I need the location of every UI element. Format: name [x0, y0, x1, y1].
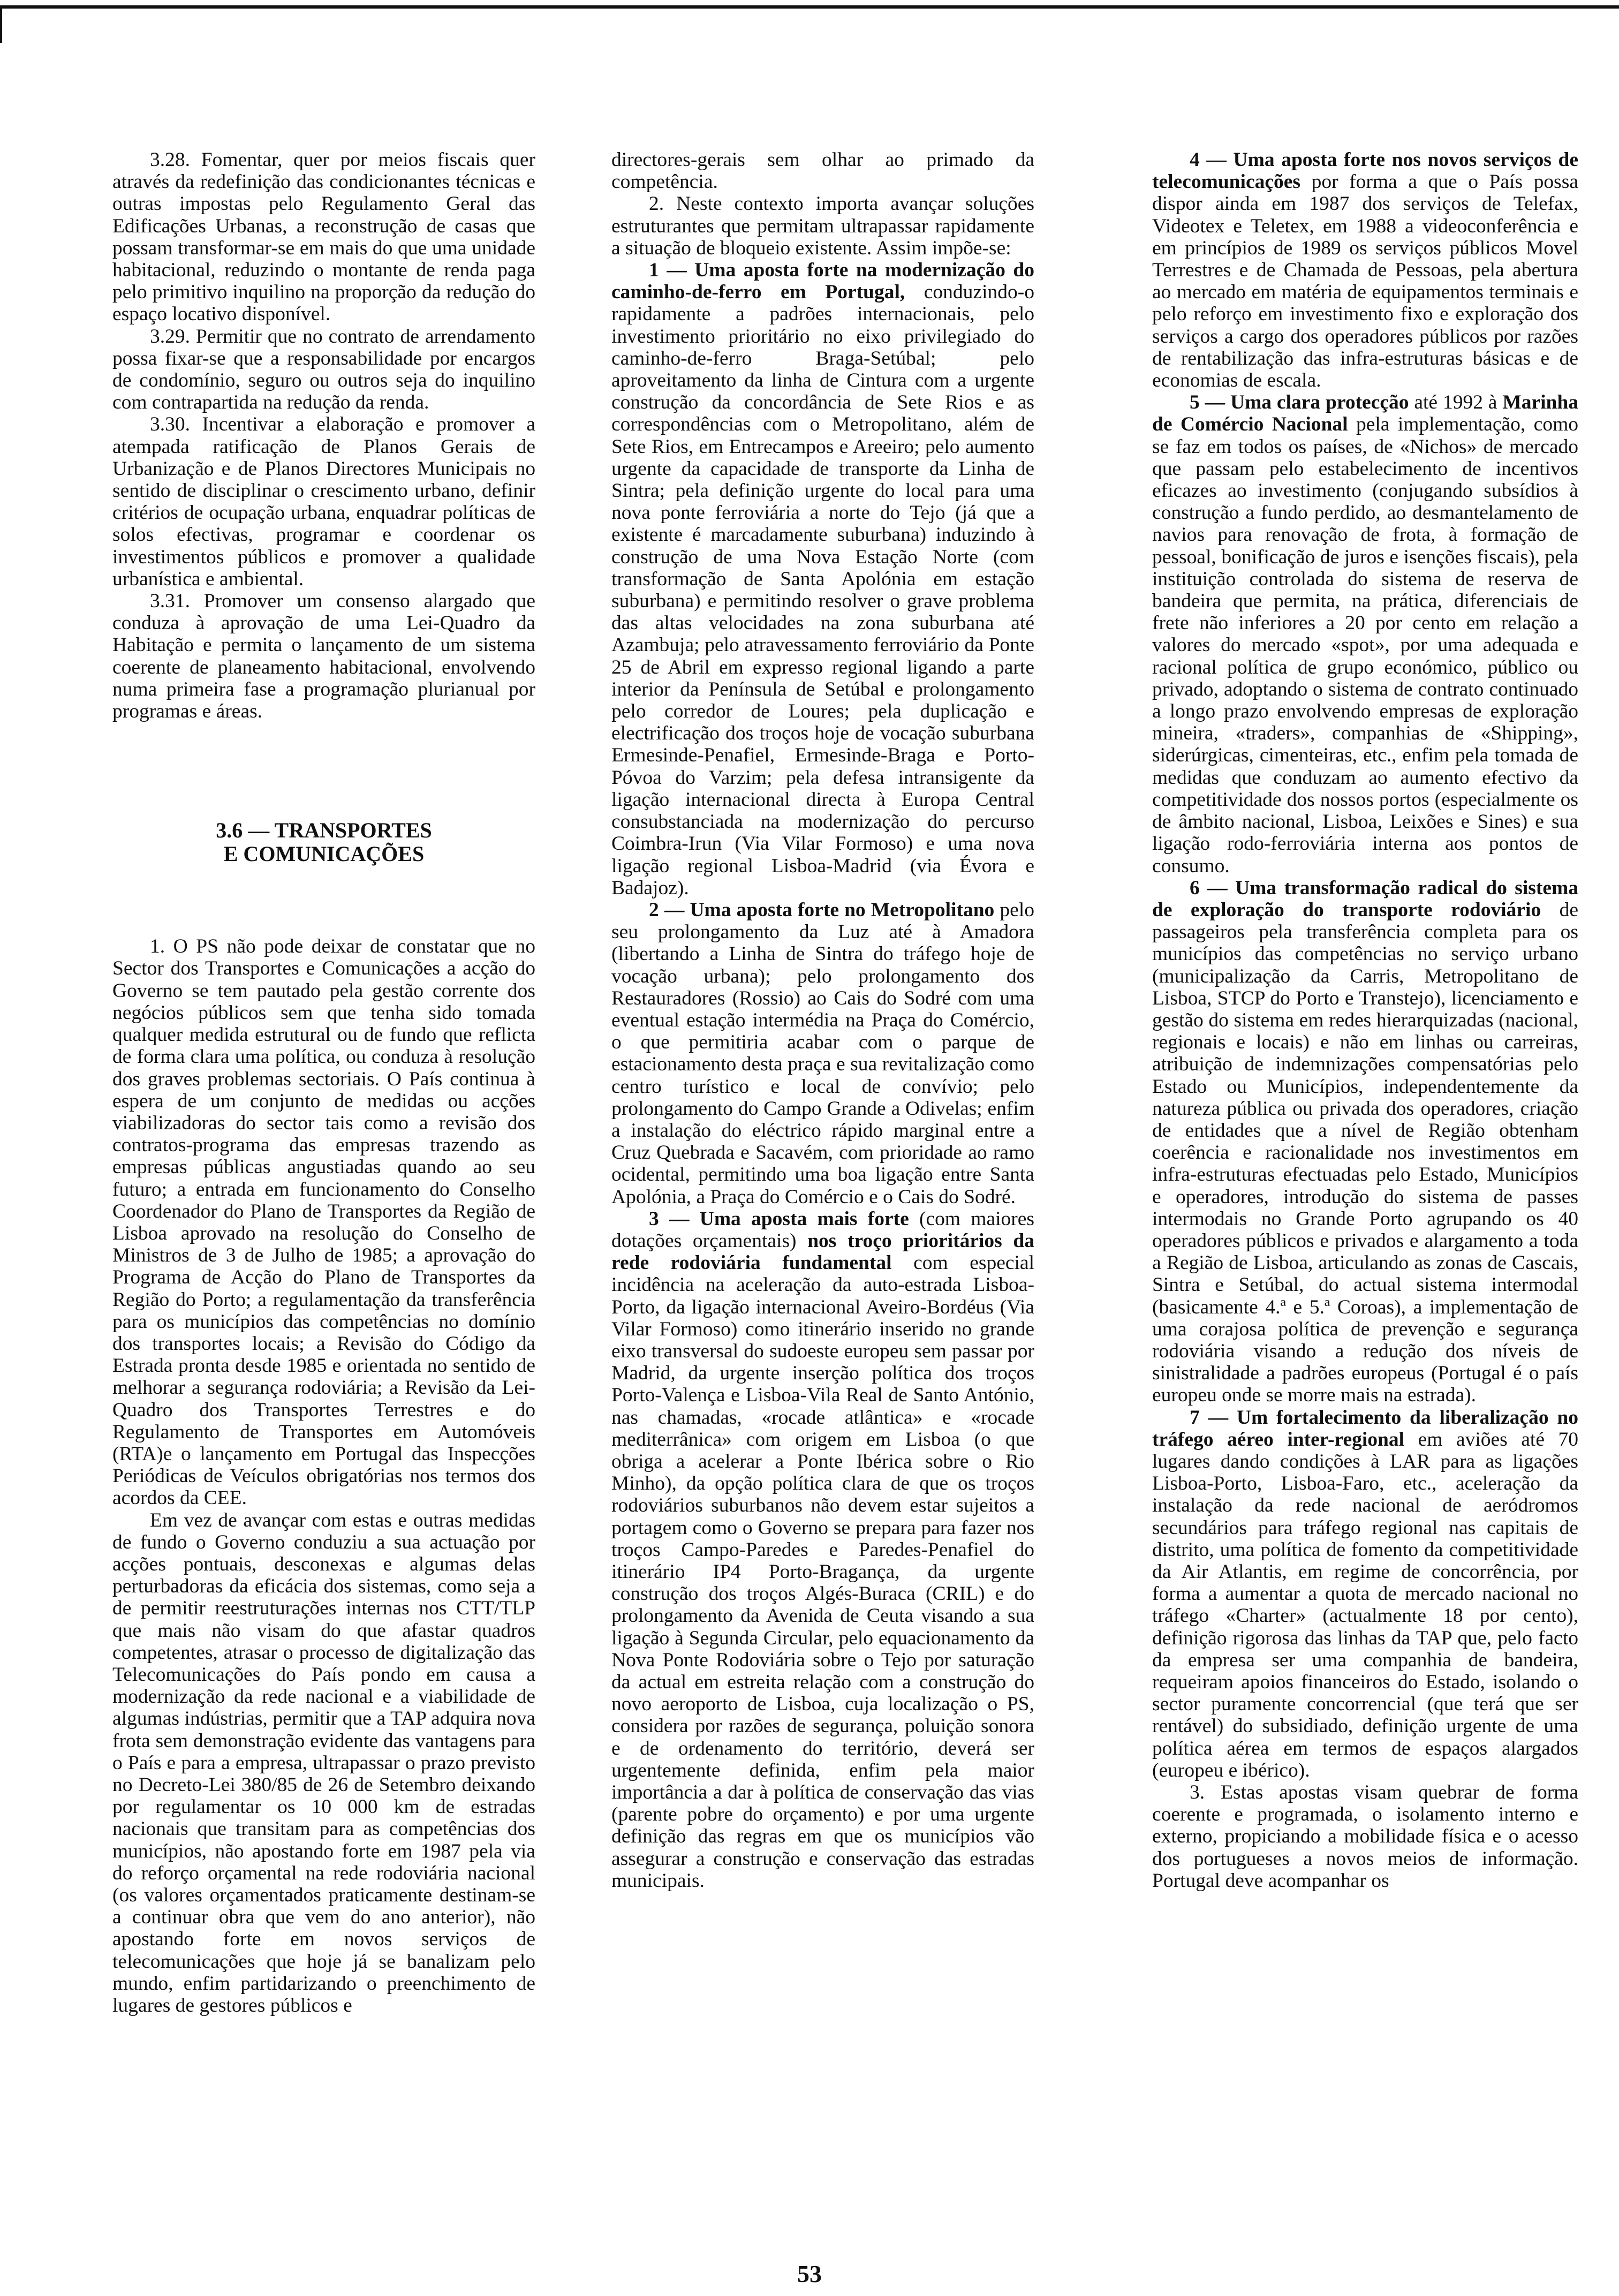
- top-border-rule: [0, 5, 1619, 9]
- item-7-air-traffic: [1152, 1407, 1578, 1781]
- item-2-metro: [611, 899, 1034, 1208]
- item-5-heading: 5 — Uma clara protecção: [1190, 391, 1409, 414]
- paragraph-2: 2. Neste contexto importa avançar soluções estruturantes que permitam ultrapassar rapidamente a situação de bloqueio existente. Assim impõe-se:: [611, 193, 1034, 259]
- item-7-heading: 7 — Um fortalecimento da liberalização no tráfego aéreo inter-regional: [1152, 1406, 1578, 1451]
- page-number: 53: [797, 2260, 822, 2287]
- section-heading: [112, 819, 535, 866]
- item-3-heading: 3 — Uma aposta mais forte: [649, 1207, 909, 1230]
- item-5-text-a: até 1992 à: [1409, 391, 1503, 414]
- item-2-heading: 2 — Uma aposta forte no Metropolitano: [649, 898, 995, 921]
- paragraph-1: 1. O PS não pode deixar de constatar que no Sector dos Transportes e Comunicações a acção do Governo se tem pautado pela gestão corrente dos negócios públicos sem que tenha sido tomada qualquer medida estrutural ou de fundo que reflicta de forma clara uma política, ou conduza à resolução dos graves problemas sectoriais. O País continua à espera de um conjunto de medidas ou acções viabilizadoras do sector tais como a revisão dos contratos-programa das empresas trazendo as empresas públicas angustiadas quando ao seu futuro; a entrada em funcionamento do Conselho Coordenador do Plano de Transportes da Região de Lisboa aprovado na resolução do Conselho de Ministros de 3 de Julho de 1985; a aprovação do Programa de Acção do Plano de Transportes da Região do Porto; a regulamentação da transferência para os municípios das competências no domínio dos transportes locais; a Revisão do Código da Estrada pronta desde 1985 e orientada no sentido de melhorar a segurança rodoviária; a Revisão da Lei-Quadro dos Transportes Terrestres e do Regulamento de Transportes em Automóveis (RTA)e o lançamento em Portugal das Inspecções Periódicas de Veículos obrigatórias nos termos dos acordos da CEE.: [112, 935, 535, 1509]
- paragraph-3-29: 3.29. Permitir que no contrato de arrendamento possa fixar-se que a responsabilidade por encargos de condomínio, seguro ou outros seja do inquilino com contrapartida na redução da renda.: [112, 325, 535, 414]
- item-1-text: conduzindo-o rapidamente a padrões internacionais, pelo investimento prioritário no eixo privilegiado do caminho-de-ferro Braga-Setúbal; pelo aproveitamento da linha de Cintura com a urgente construção da concordância de Sete Rios e as correspondências com o Metropolitano, além de Sete Rios, em Entrecampos e Areeiro; pelo aumento urgente da capacidade de transporte da Linha de Sintra; pela definição urgente do local para uma nova ponte ferroviária a norte do Tejo (já que a existente é marcadamente suburbana) induzindo à construção de uma Nova Estação Norte (com transformação de Santa Apolónia em estação suburbana) e permitindo resolver o grave problema das altas velocidades na zona suburbana até Azambuja; pelo atravessamento ferroviário da Ponte 25 de Abril em expresso regional ligando a parte interior da Península de Setúbal e prolongamento pelo corredor de Loures; pela duplicação e electrificação dos troços hoje de vocação suburbana Ermesinde-Penafiel, Ermesinde-Braga e Porto-Póvoa do Varzim; pela defesa intransigente da ligação internacional directa à Europa Central consubstanciada na modernização do percurso Coimbra-Irun (Via Vilar Formoso) e uma nova ligação regional Lisboa-Madrid (via Évora e Badajoz).: [611, 281, 1034, 899]
- item-5-text-b: pela implementação, como se faz em todos os países, de «Nichos» de mercado que passam pelo estabelecimento de incentivos eficazes ao investimento (conjugando subsídios à construção a fundo perdido, ao desmantelamento de navios para renovação de frota, à formação de pessoal, bonificação de juros e isenções fiscais), pela instituição controlada do sistema de reserva de bandeira que permita, na prática, diferenciais de frete não inferiores a 20 por cento em relação a valores do mercado «spot», por uma adequada e racional política de grupo económico, público ou privado, adoptando o sistema de contrato continuado a longo prazo envolvendo empresas de exploração mineira, «traders», companhias de «Shipping», siderúrgicas, cimenteiras, etc., enfim pela tomada de medidas que conduzam ao aumento efectivo da competitividade dos nossos portos (especialmente os de âmbito nacional, Lisboa, Leixões e Sines) e sua ligação rodo-ferroviária interna aos pontos de consumo.: [1152, 413, 1578, 877]
- item-5-heading-b: Marinha de Comércio Nacional: [1152, 391, 1578, 436]
- item-6-heading: 6 — Uma transformação radical do sistema de exploração do transporte rodoviário: [1152, 877, 1578, 921]
- item-3-text-b: com especial incidência na aceleração da auto-estrada Lisboa-Porto, da ligação internacional Aveiro-Bordéus (Via Vilar Formoso) como itinerário inserido no grande eixo transversal do sudoeste europeu sem passar por Madrid, da urgente inserção política dos troços Porto-Valença e Lisboa-Vila Real de Santo António, nas chamadas, «rocade atlântica» e «rocade mediterrânica» com origem em Lisboa (o que obriga a acelerar a Ponte Ibérica sobre o Rio Minho), da opção política clara de que os troços rodoviários suburbanos não devem estar sujeitos a portagem como o Governo se prepara para fazer nos troços Campo-Paredes e Paredes-Penafiel do itinerário IP4 Porto-Bragança, da urgente construção dos troços Algés-Buraca (CRIL) e do prolongamento da Avenida de Ceuta visando a sua ligação à Segunda Circular, pelo equacionamento da Nova Ponte Rodoviária sobre o Tejo por saturação da actual em estreita relação com a construção do novo aeroporto de Lisboa, cuja localização o PS, considera por razões de segurança, poluição sonora e de ordenamento do território, deverá ser urgentemente definida, enfim pela maior importância a dar à política de conservação das vias (parente pobre do orçamento) e por uma urgente definição das regras em que os municípios vão assegurar a construção e conservação das estradas municipais.: [611, 1252, 1034, 1892]
- item-6-road-transport: [1152, 877, 1578, 1407]
- item-6-text: de passageiros pela transferência completa para os municípios das competências no serviço urbano (municipalização da Carris, Metropolitano de Lisboa, STCP do Porto e Transtejo), licenciamento e gestão do sistema em redes hierarquizadas (nacional, regionais e locais) e não em linhas ou carreiras, atribuição de indemnizações compensatórias pelo Estado ou Municípios, independentemente da natureza pública ou privada dos operadores, criação de entidades que a nível de Região obtenham coerência e racionalidade nos investimentos em infra-estruturas efectuadas pelo Estado, Municípios e operadores, introdução do sistema de passes intermodais no Grande Porto agrupando os 40 operadores públicos e privados e alargamento a toda a Região de Lisboa, articulando as zonas de Cascais, Sintra e Setúbal, do actual sistema intermodal (basicamente 4.ª e 5.ª Coroas), a implementação de uma corajosa política de prevenção e segurança rodoviária visando a redução dos níveis de sinistralidade a padrões europeus (Portugal é o país europeu onde se morre mais na estrada).: [1152, 898, 1578, 1407]
- item-1-railway: [611, 259, 1034, 899]
- item-3-heading-b: nos troço prioritários da rede rodoviária fundamental: [611, 1229, 1034, 1274]
- item-4-text: por forma a que o País possa dispor ainda em 1987 dos serviços de Telefax, Videotex e Teletex, em 1988 a videoconferência e em princípios de 1989 os serviços públicos Movel Terrestres e de Chamada de Pessoas, pela abertura ao mercado em matéria de equipamentos terminais e pelo reforço em investimento fixo e exploração dos serviços a cargo dos operadores públicos por razões de rentabilização das infra-estruturas básicas e de economias de escala.: [1152, 171, 1578, 392]
- text-column-1: [112, 149, 535, 2016]
- section-heading-line-2: E COMUNICAÇÕES: [223, 842, 425, 866]
- item-1-heading: 1 — Uma aposta forte na modernização do caminho-de-ferro em Portugal,: [611, 259, 1034, 304]
- paragraph-3: 3. Estas apostas visam quebrar de forma coerente e programada, o isolamento interno e externo, propiciando a mobilidade física e o acesso dos portugueses a novos meios de informação. Portugal deve acompanhar os: [1152, 1781, 1578, 1892]
- paragraph-3-31: 3.31. Promover um consenso alargado que conduza à aprovação de uma Lei-Quadro da Habitação e permita o lançamento de um sistema coerente de planeamento habitacional, envolvendo numa primeira fase a programação plurianual por programas e áreas.: [112, 590, 535, 723]
- left-border-rule: [0, 5, 2, 43]
- paragraph-continuation: directores-gerais sem olhar ao primado da competência.: [611, 149, 1034, 193]
- item-4-telecom: [1152, 149, 1578, 391]
- text-column-2: [611, 149, 1034, 1892]
- item-3-roads: [611, 1208, 1034, 1892]
- paragraph-3-30: 3.30. Incentivar a elaboração e promover a atempada ratificação de Planos Gerais de Urbanização e de Planos Directores Municipais no sentido de disciplinar o crescimento urbano, definir critérios de ocupação urbana, enquadrar políticas de solos efectivas, programar e coordenar os investimentos públicos e promover a qualidade urbanística e ambiental.: [112, 413, 535, 590]
- item-3-text-a: (com maiores dotações orçamentais): [611, 1207, 1034, 1252]
- item-2-text: pelo seu prolongamento da Luz até à Amadora (libertando a Linha de Sintra do tráfego hoje de vocação urbana); pelo prolongamento dos Restauradores (Rossio) ao Cais do Sodré com uma eventual estação intermédia na Praça do Comércio, o que permitiria acabar com o parque de estacionamento desta praça e sua revitalização como centro turístico e local de convívio; pelo prolongamento do Campo Grande a Odivelas; enfim a instalação do eléctrico rápido marginal entre a Cruz Quebrada e Sacavém, com prioridade ao ramo ocidental, permitindo uma boa ligação entre Santa Apolónia, a Praça do Comércio e o Cais do Sodré.: [611, 898, 1034, 1208]
- paragraph-em-vez: Em vez de avançar com estas e outras medidas de fundo o Governo conduziu a sua actuação por acções pontuais, desconexas e algumas delas perturbadoras da eficácia dos sistemas, como seja a de permitir reestruturações internas nos CTT/TLP que mais não visam do que afastar quadros competentes, atrasar o processo de digitalização das Telecomunicações do País pondo em causa a modernização da rede nacional e a viabilidade de algumas indústrias, permitir que a TAP adquira nova frota sem demonstração evidente das vantagens para o País e para a empresa, ultrapassar o prazo previsto no Decreto-Lei 380/85 de 26 de Setembro deixando por regulamentar os 10 000 km de estradas nacionais que transitam para as competências dos municípios, não apostando forte em 1987 pela via do reforço orçamental na rede rodoviária nacional (os valores orçamentados praticamente destinam-se a continuar obra que vem do ano anterior), não apostando forte em novos serviços de telecomunicações que hoje já se banalizam pelo mundo, enfim partidarizando o preenchimento de lugares de gestores públicos e: [112, 1509, 535, 2017]
- item-5-merchant-navy: [1152, 391, 1578, 877]
- item-4-heading: 4 — Uma aposta forte nos novos serviços de telecomunicações: [1152, 149, 1578, 193]
- text-column-3: [1152, 149, 1578, 1892]
- paragraph-3-28: 3.28. Fomentar, quer por meios fiscais quer através da redefinição das condicionantes técnicas e outras impostas pelo Regulamento Geral das Edificações Urbanas, a reconstrução de casas que possam transformar-se em mais do que uma unidade habitacional, reduzindo o montante de renda paga pelo primitivo inquilino na proporção da redução do espaço locativo disponível.: [112, 149, 535, 326]
- section-heading-line-1: 3.6 — TRANSPORTES: [216, 818, 432, 843]
- item-7-text: em aviões até 70 lugares dando condições à LAR para as ligações Lisboa-Porto, Lisboa-Faro, etc., aceleração da instalação da rede nacional de aeródromos secundários para tráfego regional nas capitais de distrito, uma política de fomento da competitividade da Air Atlantis, em regime de concorrência, por forma a aumentar a quota de mercado nacional no tráfego «Charter» (actualmente 18 por cento), definição rigorosa das linhas da TAP que, pelo facto da empresa ser uma companhia de bandeira, requeiram apoios financeiros do Estado, isolando o sector puramente concorrencial (que terá que ser rentável) do subsidiado, definição urgente de uma política aérea em termos de espaços alargados (europeu e ibérico).: [1152, 1428, 1578, 1781]
